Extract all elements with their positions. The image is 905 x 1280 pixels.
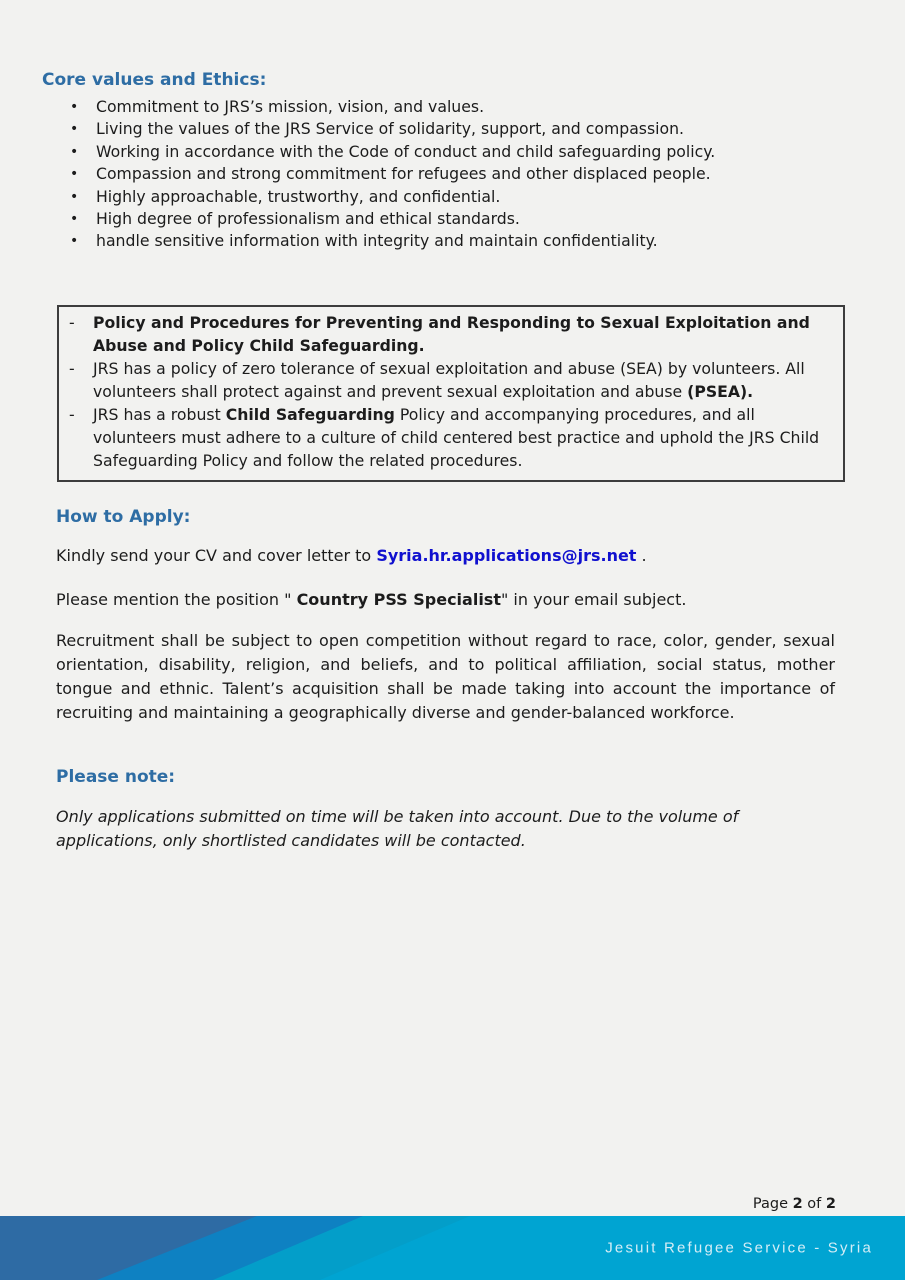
page-total: 2 [825,1196,836,1212]
page-word: Page [752,1196,793,1212]
list-item [70,208,905,230]
dash-icon: - [69,358,75,378]
policy-box-item [65,357,831,403]
list-item-text: Compassion and strong commitment for refugees and other displaced people. [96,164,711,184]
list-item [70,186,905,208]
dash-icon: - [69,404,75,424]
application-email-link[interactable]: Syria.hr.applications@jrs.net [376,545,637,565]
list-item [70,141,905,163]
bullet-icon: • [70,211,79,228]
please-note-text: Only applications submitted on time will be taken into account. Due to the volume of applications, only shortlisted candidates will be contacted. [56,806,739,850]
list-item [70,230,905,252]
list-item [70,96,905,118]
page-number [753,1195,836,1213]
bullet-icon: • [70,188,79,205]
policy-box-item [65,311,831,357]
policy-text-bold: Policy and Procedures for Preventing and Responding to Sexual Exploitation and Abuse and Policy Child Safeguarding. [93,312,810,355]
send-cv-line [56,544,835,568]
mention-text-post: " in your email subject. [500,589,687,609]
page-current: 2 [792,1196,803,1212]
send-cv-text: Kindly send your CV and cover letter to [56,545,377,565]
bullet-icon: • [70,99,79,115]
dash-icon: - [69,312,75,332]
policy-text-post: Policy and accompanying procedures, and all volunteers must adhere to a culture of child centered best practice and uphold the JRS Child Safeguarding Policy and follow the related procedures. [93,404,820,470]
list-item-text: Living the values of the JRS Service of solidarity, support, and compassion. [96,119,685,139]
position-name: Country PSS Specialist [296,589,501,609]
policy-box [57,305,845,482]
policy-text-bold: Child Safeguarding [225,404,395,424]
please-note-heading: Please note: [56,766,176,787]
core-values-list [70,96,905,253]
policy-box-item [65,403,831,472]
list-item [70,163,905,185]
policy-text-bold: (PSEA). [687,381,754,401]
footer-band [0,1216,905,1280]
list-item-text: Commitment to JRS’s mission, vision, and values. [96,97,485,116]
how-to-apply-heading: How to Apply: [56,506,191,527]
mention-text-pre: Please mention the position " [56,589,297,609]
list-item-text: Highly approachable, trustworthy, and confidential. [96,186,501,206]
list-item-text: High degree of professionalism and ethical standards. [96,209,520,229]
policy-box-item-text [93,357,831,403]
bullet-icon: • [70,143,79,160]
bullet-icon: • [70,233,79,250]
policy-box-item-text [93,403,831,472]
bullet-icon: • [70,121,79,138]
footer-org-name: Jesuit Refugee Service - Syria [605,1239,873,1257]
policy-box-item-text [93,311,831,357]
policy-text-pre: JRS has a robust [93,404,226,424]
page-of-word: of [802,1196,826,1212]
core-values-heading: Core values and Ethics: [42,70,267,90]
send-cv-period: . [636,545,647,565]
policy-text-pre: JRS has a policy of zero tolerance of sexual exploitation and abuse (SEA) by volunteers. All volunteers shall protect against and prevent sexual exploitation and abuse [93,358,805,401]
position-mention-line [56,588,835,612]
list-item [70,118,905,140]
bullet-icon: • [70,166,79,183]
list-item-text: Working in accordance with the Code of conduct and child safeguarding policy. [96,141,716,161]
recruitment-paragraph: Recruitment shall be subject to open competition without regard to race, color, gender, sexual orientation, disability, religion, and beliefs, and to political affiliation, social status, mother tongue and ethnic. Talent’s acquisition shall be made taking into account the importance of recruiting and maintaining a geographically diverse and gender-balanced workforce. [56,630,835,722]
list-item-text: handle sensitive information with integrity and maintain confidentiality. [96,231,658,251]
